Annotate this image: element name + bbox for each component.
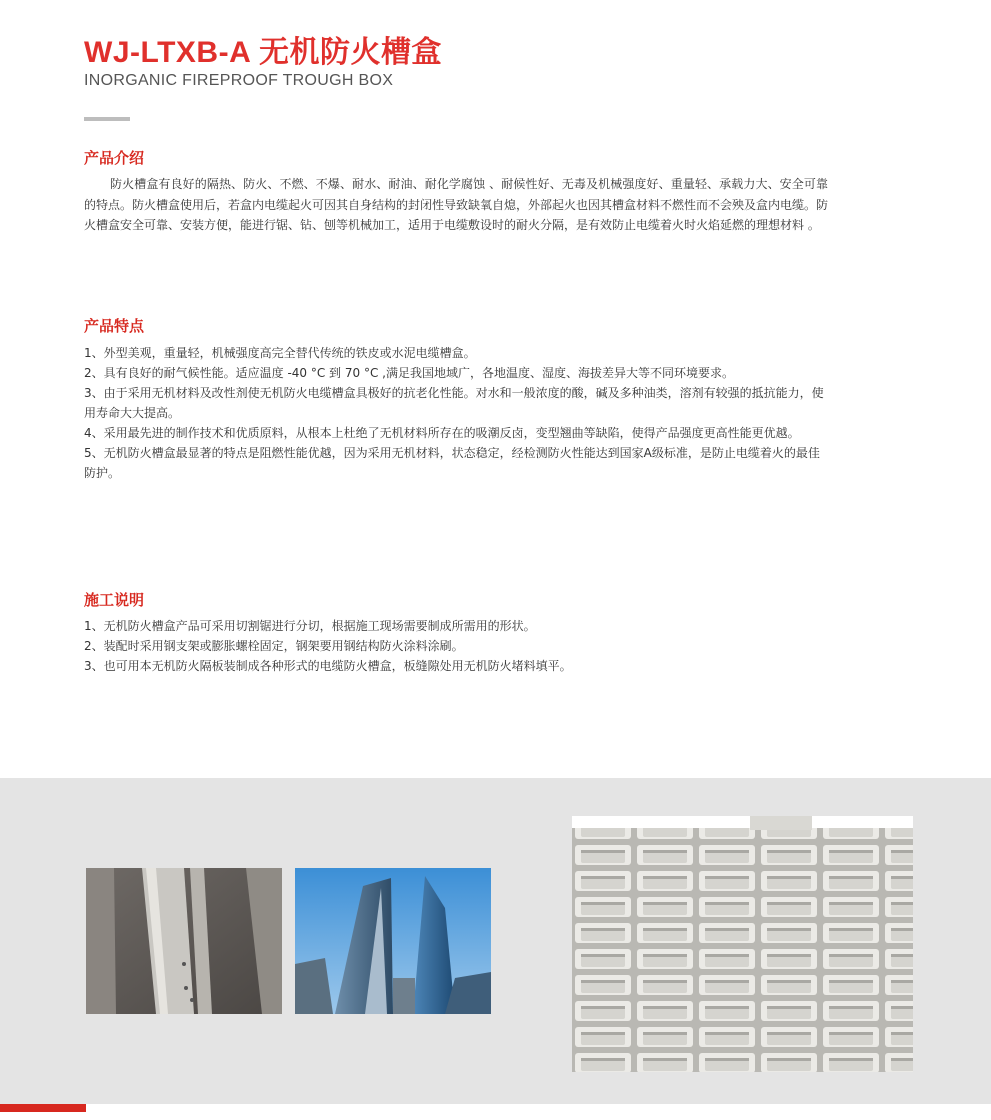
- title-divider: [84, 117, 130, 121]
- intro-paragraph: 防火槽盒有良好的隔热、防火、不燃、不爆、耐水、耐油、耐化学腐蚀 、耐候性好、无毒及机械强度好、重量轻、承载力大、安全可靠的特点。防火槽盒使用后，若盒内电缆起火可因其自身结构的封闭性导致缺氧自熄，外部起火也因其槽盒材料不燃性而不会殃及盒内电缆。防火槽盒安全可靠、安装方便，能进行锯、钻、刨等机械加工，适用于电缆敷设时的耐火分隔，是有效防止电缆着火时火焰延燃的理想材料 。: [84, 177, 829, 232]
- stacked-troughs-photo: [572, 816, 913, 1072]
- trough-installation-photo: [86, 868, 282, 1014]
- list-item: 1、外型美观，重量轻，机械强度高完全替代传统的铁皮或水泥电缆槽盒。: [84, 346, 476, 360]
- page-title: WJ-LTXB-A 无机防火槽盒: [84, 36, 442, 69]
- footer-strip: [0, 1104, 991, 1120]
- photo-gallery: [0, 778, 991, 1104]
- features-list: [84, 343, 828, 483]
- construction-list: [84, 616, 828, 676]
- list-item: 4、采用最先进的制作技术和优质原料，从根本上杜绝了无机材料所存在的吸潮反卤，变型翘曲等缺陷，使得产品强度更高性能更优越。: [84, 426, 800, 440]
- list-item: 3、由于采用无机材料及改性剂使无机防火电缆槽盒具极好的抗老化性能。对水和一般浓度的酸，碱及多种油类，溶剂有较强的抵抗能力，使用寿命大大提高。: [84, 386, 824, 420]
- list-item: 5、无机防火槽盒最显著的特点是阻燃性能优越，因为采用无机材料，状态稳定，经检测防火性能达到国家A级标准，是防止电缆着火的最佳防护。: [84, 446, 820, 480]
- skyscraper-photo: [295, 868, 491, 1014]
- page-subtitle: INORGANIC FIREPROOF TROUGH BOX: [84, 72, 394, 89]
- list-item: 1、无机防火槽盒产品可采用切割锯进行分切，根据施工现场需要制成所需用的形状。: [84, 619, 536, 633]
- section-heading-intro: 产品介绍: [84, 149, 145, 167]
- section-heading-features: 产品特点: [84, 317, 145, 335]
- footer-accent-bar: [0, 1104, 86, 1112]
- section-heading-construction: 施工说明: [84, 591, 145, 609]
- list-item: 2、具有良好的耐气候性能。适应温度 -40 °C 到 70 °C ,满足我国地域广，各地温度、湿度、海拔差异大等不同环境要求。: [84, 366, 734, 380]
- list-item: 2、装配时采用钢支架或膨胀螺栓固定，钢架要用钢结构防火涂料涂刷。: [84, 639, 464, 653]
- list-item: 3、也可用本无机防火隔板装制成各种形式的电缆防火槽盒，板缝隙处用无机防火堵料填平。: [84, 659, 572, 673]
